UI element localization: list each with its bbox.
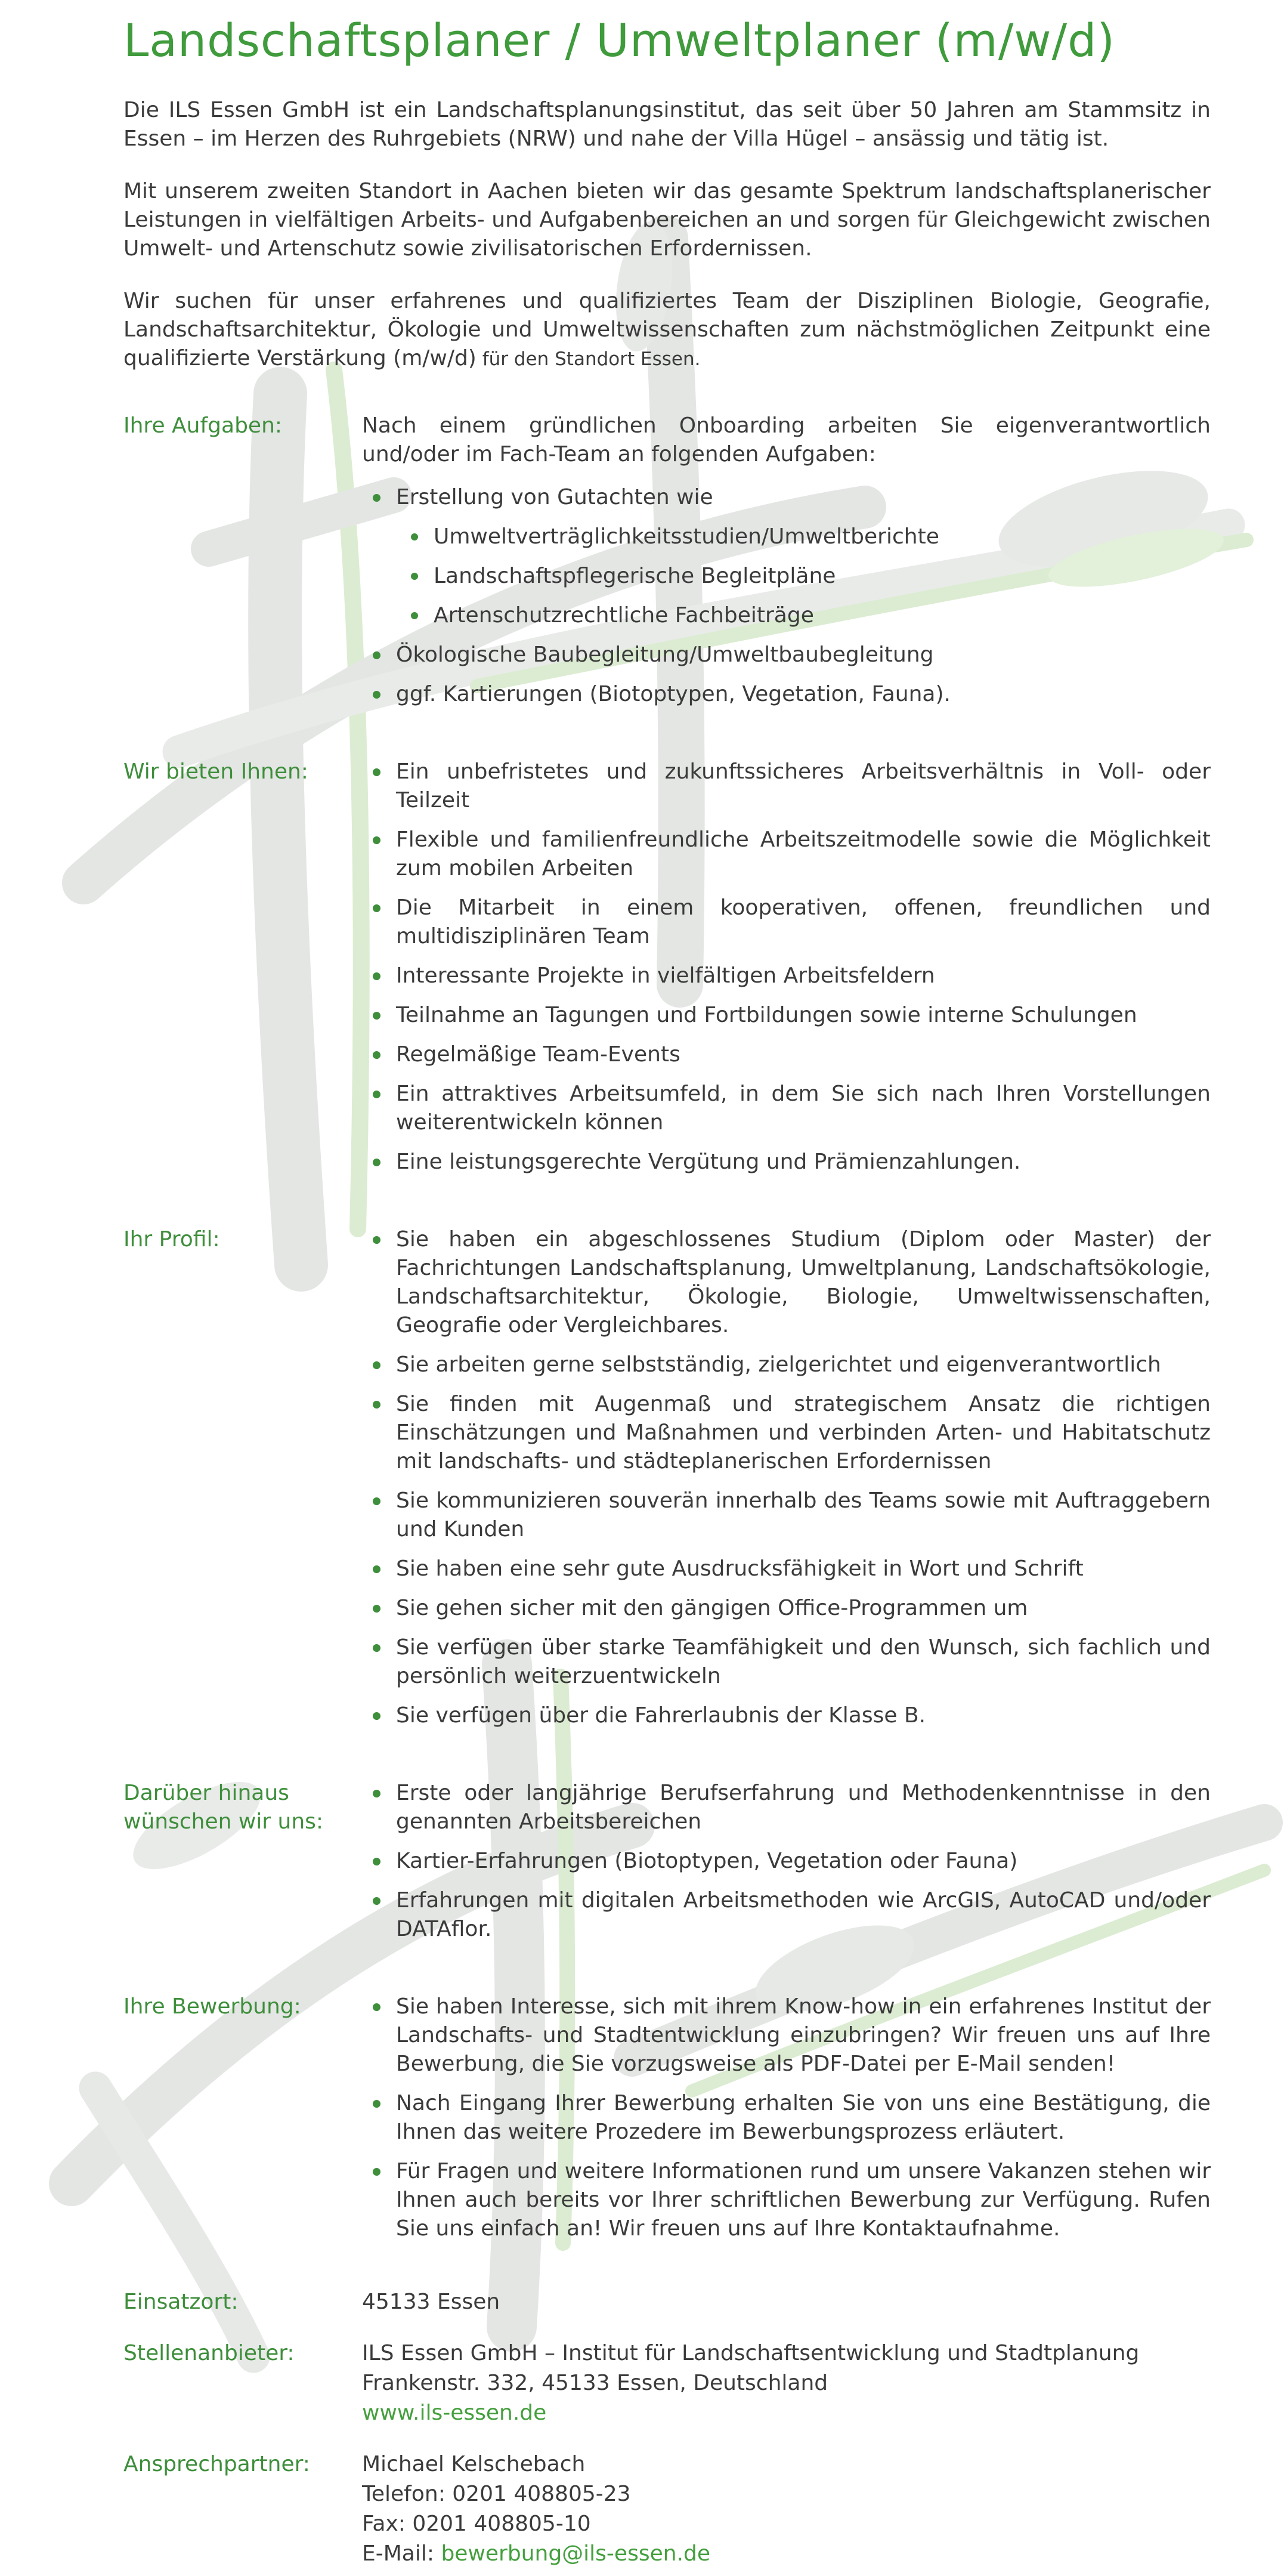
bullet-text: Landschaftspflegerische Begleitpläne <box>434 564 836 589</box>
info-text: Fax: 0201 408805-10 <box>362 2512 591 2537</box>
bullet-item <box>362 758 1211 815</box>
section-intro: Nach einem gründlichen Onboarding arbeiten Sie eigenverantwortlich und/oder im Fach-Team an folgenden Aufgaben: <box>362 413 1211 467</box>
email-link[interactable]: bewerbung@ils-essen.de <box>441 2541 710 2566</box>
bullet-dot-icon <box>373 1605 380 1613</box>
bullet-text: Umweltverträglichkeitsstudien/Umweltberichte <box>434 524 939 549</box>
info-text: Frankenstr. 332, 45133 Essen, Deutschland <box>362 2371 828 2396</box>
bullet-dot-icon <box>411 533 418 540</box>
bullet-dot-icon <box>373 836 380 844</box>
bullet-dot-icon <box>411 612 418 619</box>
bullet-dot-icon <box>373 904 380 912</box>
info-line <box>362 2398 1211 2428</box>
bullet-text: Nach Eingang Ihrer Bewerbung erhalten Sie von uns eine Bestätigung, die Ihnen das weitere Prozedere im Bewerbungsprozess erläutert. <box>396 2091 1211 2145</box>
bullet-text: Sie kommunizieren souverän innerhalb des Teams sowie mit Auftraggebern und Kunden <box>396 1488 1211 1542</box>
bullet-text: Erstellung von Gutachten wie <box>396 485 713 510</box>
section <box>123 1993 1211 2254</box>
bullet-dot-icon <box>373 2003 380 2011</box>
info-text: Michael Kelschebach <box>362 2452 586 2477</box>
section-content <box>362 1993 1211 2254</box>
bullet-item <box>362 894 1211 951</box>
section-content <box>362 758 1211 1187</box>
bullet-dot-icon <box>373 494 380 502</box>
section-content <box>362 412 1211 719</box>
intro-paragraph-3 <box>123 287 1211 373</box>
bullet-dot-icon <box>373 1012 380 1020</box>
bullet-dot-icon <box>373 1644 380 1652</box>
bullet-text: Sie verfügen über die Fahrerlaubnis der Klasse B. <box>396 1703 926 1728</box>
bullet-item <box>400 562 1211 591</box>
section-content <box>362 1779 1211 1954</box>
section-label: Ihre Bewerbung: <box>123 1994 301 2019</box>
section <box>123 412 1211 719</box>
bullet-item <box>362 1779 1211 1836</box>
bullet-dot-icon <box>373 2100 380 2108</box>
bullet-dot-icon <box>373 972 380 980</box>
info-row <box>123 2339 1211 2428</box>
bullet-dot-icon <box>373 1236 380 1244</box>
bullet-item <box>362 1886 1211 1944</box>
section-content <box>362 1225 1211 1741</box>
bullet-item <box>362 1487 1211 1544</box>
bullet-text: ggf. Kartierungen (Biotoptypen, Vegetation, Fauna). <box>396 682 951 707</box>
info-row <box>123 2287 1211 2317</box>
bullet-item <box>362 483 1211 512</box>
bullet-text: Sie haben eine sehr gute Ausdrucksfähigkeit in Wort und Schrift <box>396 1556 1084 1582</box>
bullet-item <box>362 1701 1211 1730</box>
bullet-item <box>362 641 1211 669</box>
info-line <box>362 2287 1211 2317</box>
info-line <box>362 2509 1211 2539</box>
bullet-dot-icon <box>373 1361 380 1369</box>
section-label: Ihr Profil: <box>123 1227 220 1252</box>
bullet-item <box>362 1555 1211 1583</box>
bullet-item <box>362 1993 1211 2078</box>
bullet-dot-icon <box>373 768 380 776</box>
section-label: Ihre Aufgaben: <box>123 413 283 438</box>
bullet-text: Ökologische Baubegleitung/Umweltbaubegleitung <box>396 643 934 668</box>
info-line <box>362 2539 1211 2569</box>
bullet-text: Sie haben Interesse, sich mit ihrem Know-how in ein erfahrenes Institut der Landschafts- und Stadtentwicklung einzubringen? Wir freuen uns auf Ihre Bewerbung, die Sie vorzugsweise als PDF-Datei per E-Mail senden! <box>396 1994 1211 2077</box>
bullet-text: Ein unbefristetes und zukunftssicheres Arbeitsverhältnis in Voll- oder Teilzeit <box>396 759 1211 813</box>
bullet-item <box>362 962 1211 990</box>
bullet-text: Sie haben ein abgeschlossenes Studium (Diplom oder Master) der Fachrichtungen Landschaftsplanung, Umweltplanung, Landschaftsökologie, Landschaftsarchitektur, Ökologie, Biologie, Umweltwissenschaften, Geografie oder Vergleichbares. <box>396 1227 1211 1338</box>
info-label: Ansprechpartner: <box>123 2452 310 2477</box>
info-text: 45133 Essen <box>362 2290 500 2315</box>
bullet-item <box>362 2089 1211 2146</box>
section-label: Wir bieten Ihnen: <box>123 759 308 784</box>
info-lines <box>362 2287 1211 2317</box>
bullet-dot-icon <box>373 2168 380 2176</box>
info-line <box>362 2368 1211 2398</box>
info-lines <box>362 2450 1211 2569</box>
bullet-text: Teilnahme an Tagungen und Fortbildungen sowie interne Schulungen <box>396 1003 1137 1028</box>
bullet-item <box>400 601 1211 630</box>
bullet-text: Für Fragen und weitere Informationen rund um unsere Vakanzen stehen wir Ihnen auch bereits vor Ihrer schriftlichen Bewerbung zur Verfügung. Rufen Sie uns einfach an! Wir freuen uns auf Ihre Kontaktaufnahme. <box>396 2159 1211 2241</box>
bullet-dot-icon <box>373 1712 380 1720</box>
info-line <box>362 2339 1211 2368</box>
bullet-item <box>362 1001 1211 1030</box>
bullet-dot-icon <box>373 651 380 659</box>
website-link[interactable]: www.ils-essen.de <box>362 2401 547 2426</box>
bullet-text: Erfahrungen mit digitalen Arbeitsmethoden wie ArcGIS, AutoCAD und/oder DATAflor. <box>396 1888 1211 1942</box>
bullet-dot-icon <box>373 1497 380 1505</box>
info-row <box>123 2450 1211 2569</box>
bullet-item <box>362 1040 1211 1069</box>
bullet-item <box>362 2157 1211 2243</box>
section <box>123 1225 1211 1741</box>
bullet-text: Erste oder langjährige Berufserfahrung und Methodenkenntnisse in den genannten Arbeitsbereichen <box>396 1781 1211 1834</box>
info-label: Einsatzort: <box>123 2290 239 2315</box>
bullet-text: Artenschutzrechtliche Fachbeiträge <box>434 603 814 628</box>
bullet-text: Sie gehen sicher mit den gängigen Office-Programmen um <box>396 1596 1028 1621</box>
bullet-item <box>362 1847 1211 1876</box>
bullet-text: Interessante Projekte in vielfältigen Arbeitsfeldern <box>396 963 935 989</box>
bullet-item <box>362 1080 1211 1137</box>
info-rows-container <box>123 2287 1211 2569</box>
info-text: Telefon: 0201 408805-23 <box>362 2482 631 2507</box>
intro-paragraph-1: Die ILS Essen GmbH ist ein Landschaftsplanungsinstitut, das seit über 50 Jahren am Stammsitz in Essen – im Herzen des Ruhrgebiets (NRW) und nahe der Villa Hügel – ansässig und tätig ist. <box>123 98 1211 152</box>
section-label: Darüber hinaus wünschen wir uns: <box>123 1781 324 1834</box>
bullet-dot-icon <box>411 573 418 580</box>
bullet-dot-icon <box>373 1565 380 1573</box>
info-lines <box>362 2339 1211 2428</box>
bullet-item <box>362 1351 1211 1379</box>
bullet-text: Eine leistungsgerechte Vergütung und Prämienzahlungen. <box>396 1150 1021 1175</box>
bullet-item <box>362 826 1211 883</box>
bullet-dot-icon <box>373 1091 380 1098</box>
page-title: Landschaftsplaner / Umweltplaner (m/w/d) <box>123 14 1115 67</box>
bullet-item <box>362 680 1211 709</box>
bullet-dot-icon <box>373 1897 380 1905</box>
info-text: ILS Essen GmbH – Institut für Landschaftsentwicklung und Stadtplanung <box>362 2341 1140 2366</box>
bullet-item <box>362 1633 1211 1691</box>
bullet-item <box>362 1148 1211 1176</box>
bullet-text: Die Mitarbeit in einem kooperativen, offenen, freundlichen und multidisziplinären Team <box>396 895 1211 949</box>
bullet-text: Ein attraktives Arbeitsumfeld, in dem Sie sich nach Ihren Vorstellungen weiterentwickeln können <box>396 1082 1211 1135</box>
bullet-dot-icon <box>373 1401 380 1409</box>
bullet-dot-icon <box>373 691 380 699</box>
info-label: Stellenanbieter: <box>123 2341 295 2366</box>
bullet-text: Sie finden mit Augenmaß und strategischem Ansatz die richtigen Einschätzungen und Maßnahmen und verbinden Arten- und Habitatschutz mit landschafts- und städteplanerischen Erfordernissen <box>396 1392 1211 1474</box>
bullet-text: Regelmäßige Team-Events <box>396 1042 680 1067</box>
intro-paragraph-3-suffix: für den Standort Essen. <box>476 348 701 370</box>
bullet-dot-icon <box>373 1790 380 1797</box>
intro-paragraph-3-main: Wir suchen für unser erfahrenes und qualifiziertes Team der Disziplinen Biologie, Geografie, Landschaftsarchitektur, Ökologie und Umweltwissenschaften zum nächstmöglichen Zeitpunkt eine qualifizierte Verstärkung (m/w/d) <box>123 289 1211 371</box>
bullet-item <box>400 523 1211 551</box>
intro-paragraph-2: Mit unserem zweiten Standort in Aachen bieten wir das gesamte Spektrum landschaftsplanerischer Leistungen in vielfältigen Arbeits- und Aufgabenbereichen an und sorgen für Gleichgewicht zwischen Umwelt- und Artenschutz sowie zivilisatorischen Erfordernissen. <box>123 179 1211 261</box>
sections-container <box>123 412 1211 2254</box>
bullet-dot-icon <box>373 1858 380 1865</box>
bullet-dot-icon <box>373 1159 380 1166</box>
bullet-dot-icon <box>373 1051 380 1059</box>
section <box>123 758 1211 1187</box>
bullet-text: Kartier-Erfahrungen (Biotoptypen, Vegetation oder Fauna) <box>396 1849 1018 1874</box>
bullet-item <box>362 1390 1211 1476</box>
bullet-item <box>362 1225 1211 1340</box>
bullet-text: Sie verfügen über starke Teamfähigkeit und den Wunsch, sich fachlich und persönlich weiterzuentwickeln <box>396 1635 1211 1689</box>
bullet-text: Sie arbeiten gerne selbstständig, zielgerichtet und eigenverantwortlich <box>396 1352 1161 1377</box>
info-text: E-Mail: <box>362 2541 441 2566</box>
info-line <box>362 2450 1211 2479</box>
section <box>123 1779 1211 1954</box>
bullet-item <box>362 1594 1211 1623</box>
bullet-text: Flexible und familienfreundliche Arbeitszeitmodelle sowie die Möglichkeit zum mobilen Arbeiten <box>396 827 1211 881</box>
info-line <box>362 2479 1211 2509</box>
